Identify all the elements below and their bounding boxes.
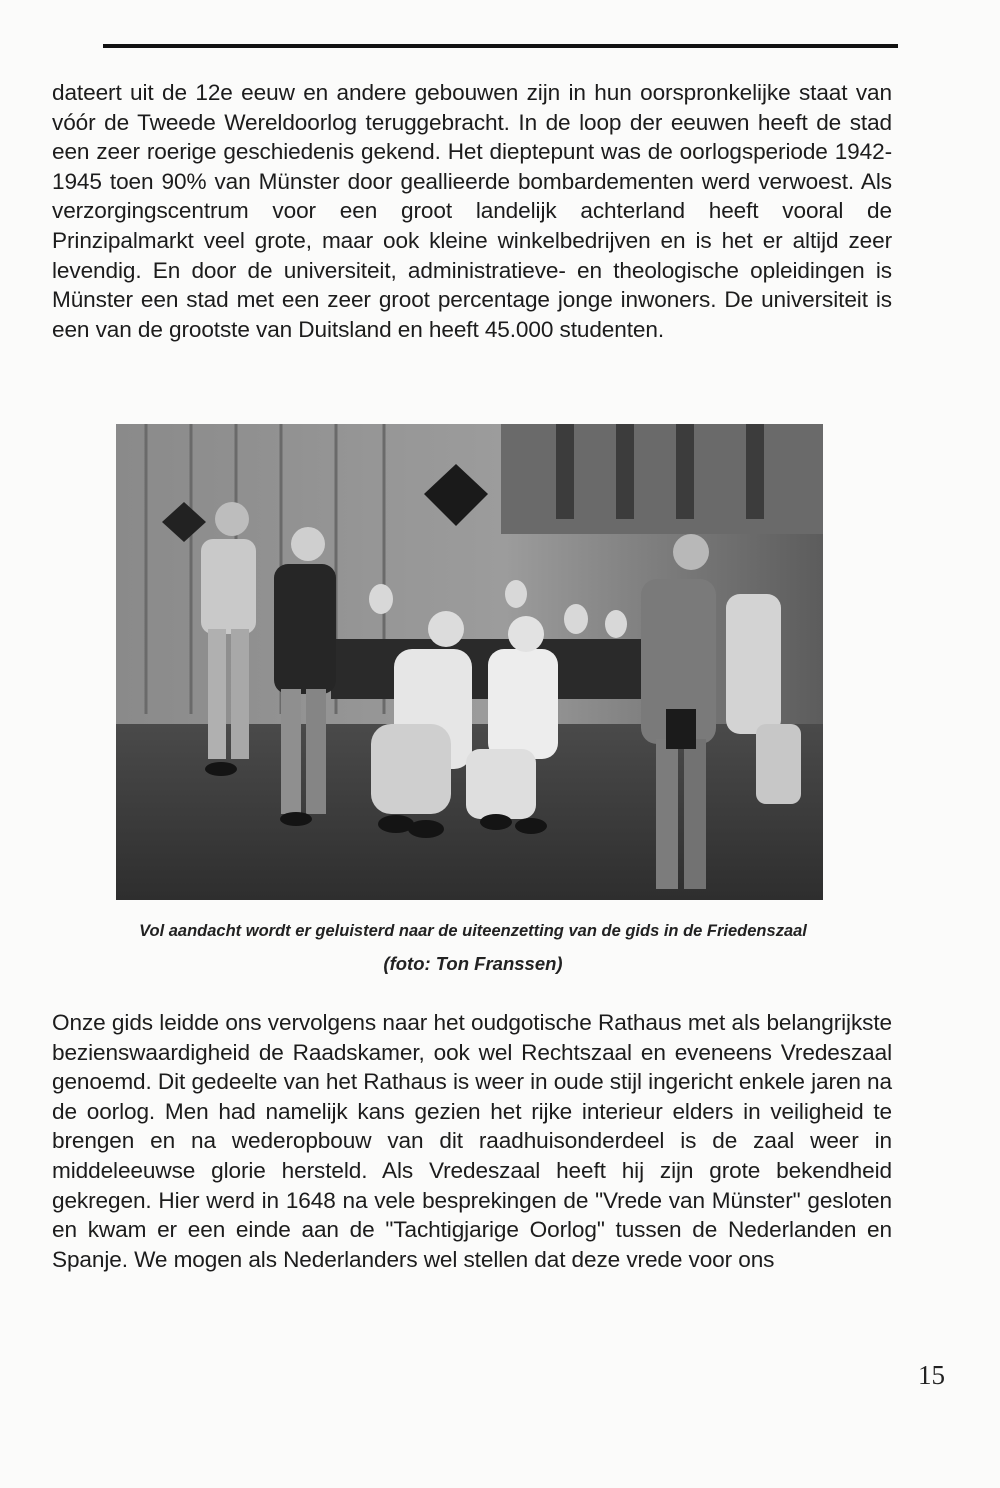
photo-credit: (foto: Ton Franssen)	[383, 953, 563, 974]
header-rule	[103, 44, 898, 48]
body-paragraph-2: Onze gids leidde ons vervolgens naar het oudgotische Rathaus met als belangrijkste bezienswaardigheid de Raadskamer, ook wel Rechtszaal en eveneens Vredeszaal genoemd. Dit gedeelte van het Rathaus is weer in oude stijl ingericht enkele jaren na de oorlog. Men had namelijk kans gezien het rijke interieur elders in veiligheid te brengen en na wederopbouw van dit raadhuisonderdeel is de zaal weer in middeleeuwse glorie hersteld. Als Vredeszaal heeft hij zijn grote bekendheid gekregen. Hier werd in 1648 na vele besprekingen de "Vrede van Münster" gesloten en kwam er een einde aan de "Tachtigjarige Oorlog" tussen de Nederlanden en Spanje. We mogen als Nederlanders wel stellen dat deze vrede voor ons	[52, 1010, 892, 1272]
page-number: 15	[918, 1360, 945, 1390]
photo-caption: Vol aandacht wordt er geluisterd naar de uiteenzetting van de gids in de Friedenszaal	[139, 922, 807, 940]
group-photo	[116, 424, 823, 900]
body-paragraph-1: dateert uit de 12e eeuw en andere gebouwen zijn in hun oorspronkelijke staat van vóór de Tweede Wereldoorlog teruggebracht. In de loop der eeuwen heeft de stad een zeer roerige geschiedenis gekend. Het dieptepunt was de oorlogsperiode 1942-1945 toen 90% van Münster door geallieerde bombardementen werd verwoest. Als verzorgingscentrum voor een groot landelijk achterland heeft vooral de Prinzipalmarkt veel grote, maar ook kleine winkelbedrijven en is het er altijd zeer levendig. En door de universiteit, administratieve- en theologische opleidingen is Münster een stad met een zeer groot percentage jonge inwoners. De universiteit is een van de grootste van Duitsland en heeft 45.000 studenten.	[52, 80, 892, 342]
